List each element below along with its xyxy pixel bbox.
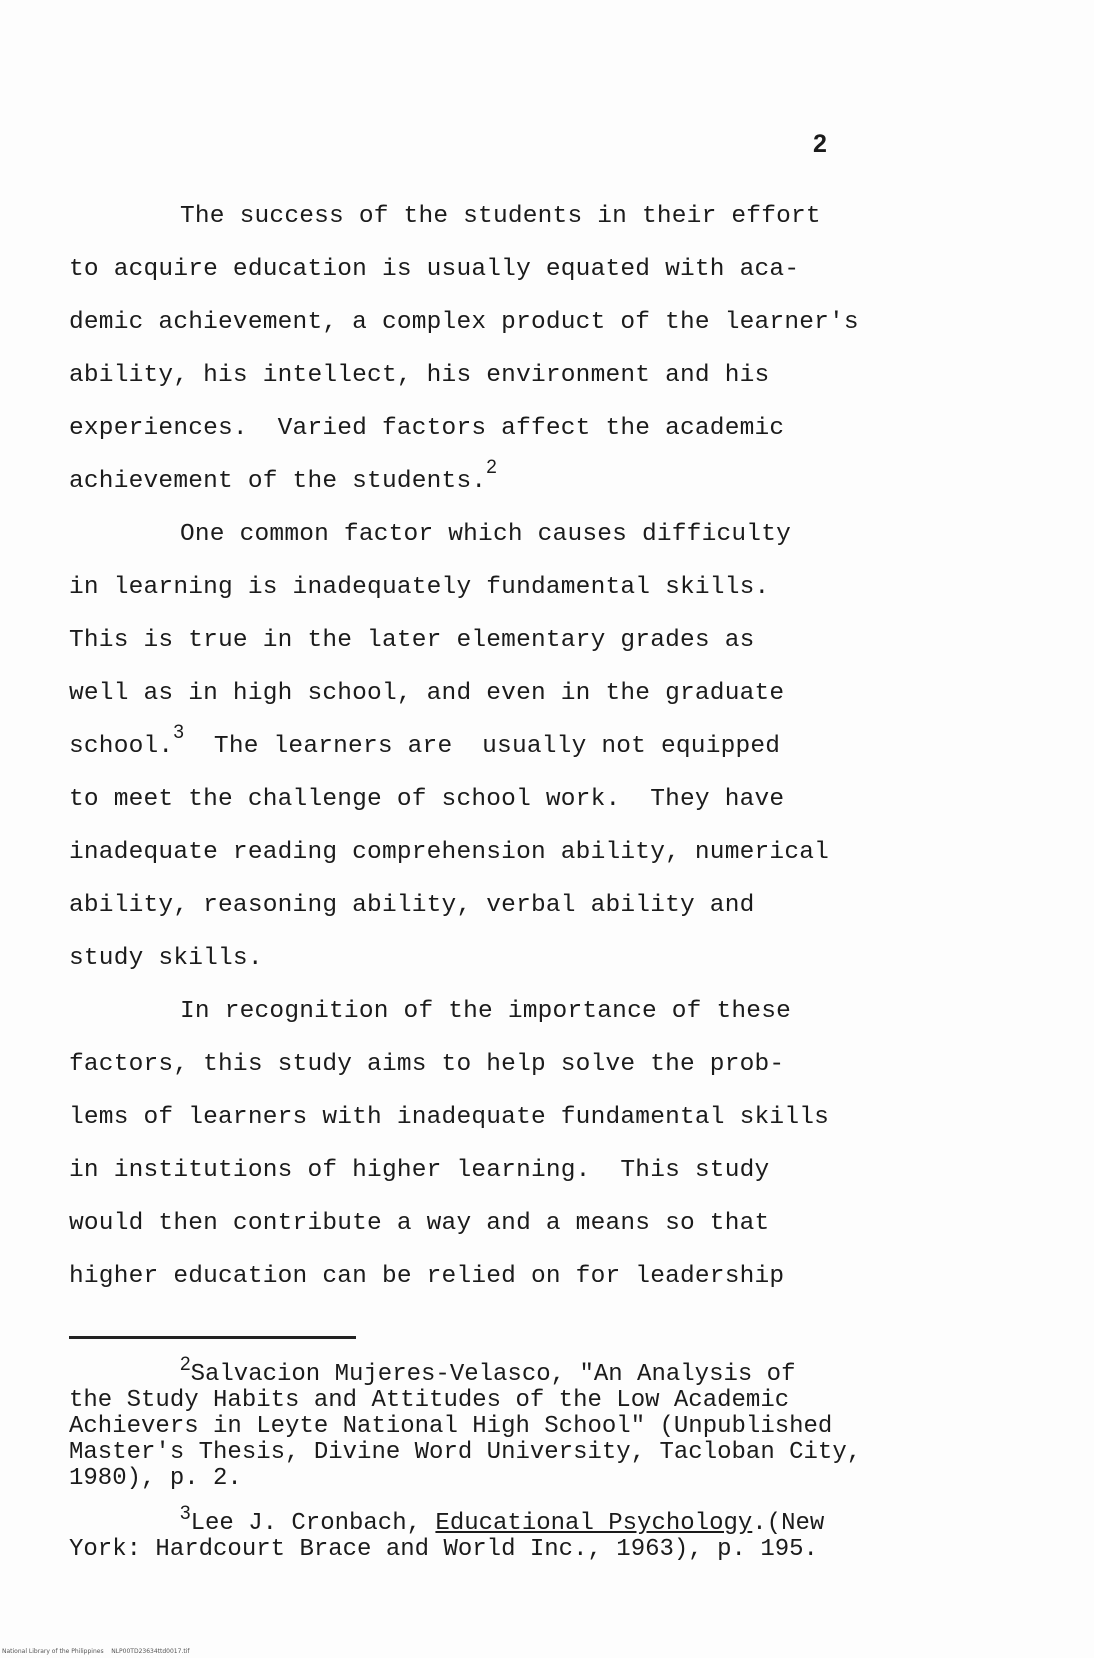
paragraph-2-line-6: to meet the challenge of school work. They have	[69, 786, 785, 813]
footnote-2-line-1	[69, 1354, 969, 1388]
paragraph-1-line-6-text: achievement of the students.	[69, 468, 487, 495]
footnotes	[69, 1354, 969, 1582]
footnote-2-line-4: Master's Thesis, Divine Word University, Tacloban City,	[69, 1439, 862, 1466]
paragraph-1-line-6	[69, 455, 949, 508]
paragraph-1-line-4: ability, his intellect, his environment and his	[69, 362, 770, 389]
footnote-3-title: Educational Psychology	[435, 1510, 753, 1537]
paragraph-3-line-5: would then contribute a way and a means so that	[69, 1210, 770, 1237]
footnote-3-mark: 3	[180, 1503, 191, 1524]
paragraph-1-line-2: to acquire education is usually equated with aca-	[69, 256, 800, 283]
paragraph-2-line-4: well as in high school, and even in the graduate	[69, 680, 785, 707]
footnote-2-line-5: 1980), p. 2.	[69, 1465, 242, 1492]
paragraph-2-line-3: This is true in the later elementary grades as	[69, 627, 755, 654]
footnote-3-rest: .(New	[752, 1510, 825, 1537]
footnote-3-line-1	[69, 1503, 969, 1537]
paragraph-3-line-1: In recognition of the importance of these	[180, 998, 791, 1025]
footnote-3	[69, 1503, 969, 1563]
page-number: 2	[813, 130, 827, 158]
footnote-2-line-3: Achievers in Leyte National High School" (Unpublished	[69, 1413, 833, 1440]
paragraph-1-line-1: The success of the students in their effort	[180, 203, 821, 230]
paragraph-2-line-7: inadequate reading comprehension ability, numerical	[69, 839, 830, 866]
footnote-2-line-2: the Study Habits and Attitudes of the Low Academic	[69, 1387, 790, 1414]
archive-label: National Library of the Philippines NLP00TD23634ttd0017.tif	[2, 1648, 190, 1655]
paragraph-2-line-5-end: The learners are usually not equipped	[184, 733, 781, 760]
body-text	[69, 190, 949, 1303]
paragraph-3-line-4: in institutions of higher learning. This study	[69, 1157, 770, 1184]
paragraph-2-line-5	[69, 720, 949, 773]
footnote-3-author: Lee J. Cronbach,	[190, 1510, 436, 1537]
paragraph-3-line-6: higher education can be relied on for leadership	[69, 1263, 785, 1290]
footnote-2	[69, 1354, 969, 1492]
paragraph-2-line-9: study skills.	[69, 945, 263, 972]
paragraph-1-line-5: experiences. Varied factors affect the academic	[69, 415, 785, 442]
paragraph-2-line-8: ability, reasoning ability, verbal ability and	[69, 892, 755, 919]
footnote-2-line-1-text: Salvacion Mujeres-Velasco, "An Analysis of	[190, 1361, 796, 1388]
paragraph-2-line-1: One common factor which causes difficulty	[180, 521, 791, 548]
footnote-3-line-2: York: Hardcourt Brace and World Inc., 1963), p. 195.	[69, 1536, 818, 1563]
footnote-2-mark: 2	[180, 1354, 191, 1375]
footnote-ref-3: 3	[173, 722, 185, 743]
paragraph-2-line-5-start: school.	[69, 733, 174, 760]
paragraph-1-line-3: demic achievement, a complex product of the learner's	[69, 309, 859, 336]
footnote-ref-2: 2	[486, 457, 498, 478]
paragraph-3-line-3: lems of learners with inadequate fundamental skills	[69, 1104, 830, 1131]
paragraph-2-line-2: in learning is inadequately fundamental skills.	[69, 574, 770, 601]
footnote-divider	[69, 1336, 356, 1339]
paragraph-3-line-2: factors, this study aims to help solve the prob-	[69, 1051, 785, 1078]
